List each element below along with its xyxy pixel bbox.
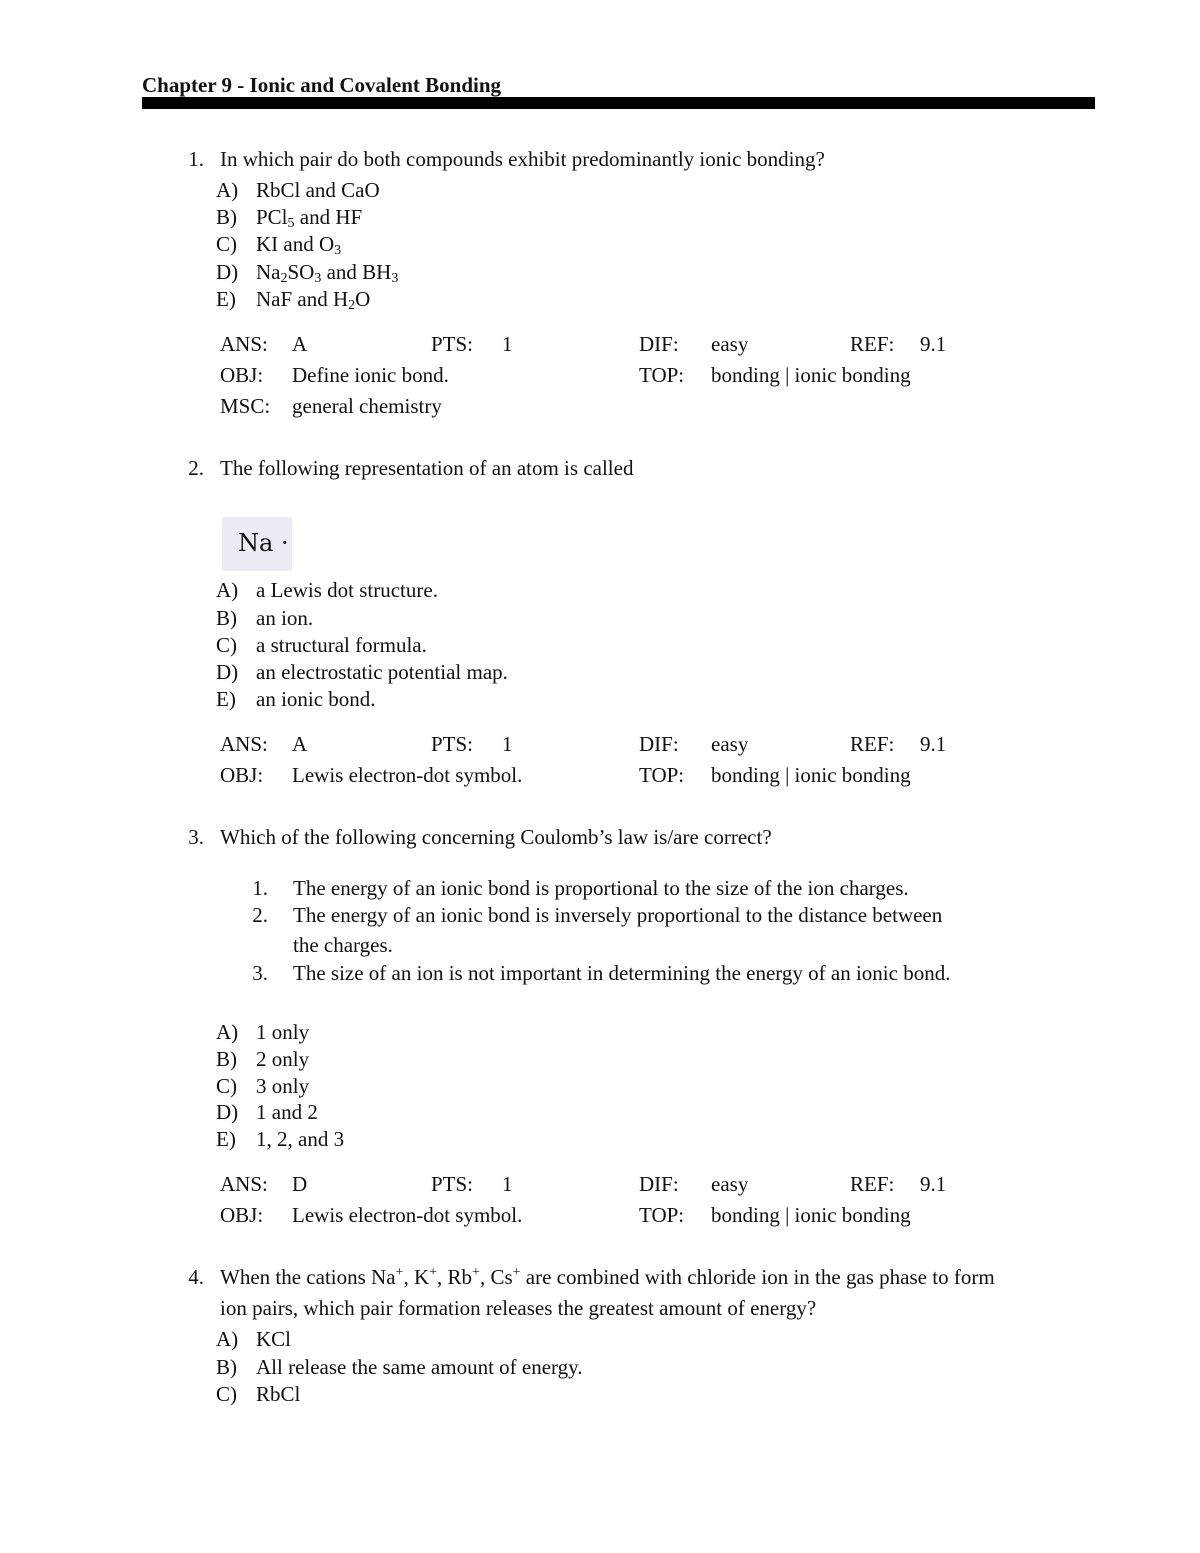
ans-label: ANS: <box>220 332 268 356</box>
option-letter: C) <box>216 633 237 657</box>
option-text: 1 only <box>256 1020 310 1044</box>
statement-text: The energy of an ionic bond is proportional to the size of the ion charges. <box>293 876 909 900</box>
dif-value: easy <box>711 732 749 756</box>
dif-label: DIF: <box>639 1172 679 1196</box>
option-letter: A) <box>216 578 239 602</box>
pts-value: 1 <box>502 1172 513 1196</box>
ans-value: A <box>292 332 308 356</box>
dif-label: DIF: <box>639 332 679 356</box>
lewis-dot-figure <box>222 517 292 571</box>
obj-label: OBJ: <box>220 763 264 787</box>
statement-number: 3. <box>252 961 268 985</box>
option-letter: D) <box>216 1100 239 1124</box>
obj-label: OBJ: <box>220 363 264 387</box>
pts-label: PTS: <box>431 332 474 356</box>
option-text: 2 only <box>256 1047 310 1071</box>
option-letter: A) <box>216 1020 239 1044</box>
option-letter: C) <box>216 1074 237 1098</box>
option-letter: E) <box>216 287 236 311</box>
top-label: TOP: <box>639 1203 685 1227</box>
option-letter: B) <box>216 1047 237 1071</box>
option-text: All release the same amount of energy. <box>256 1355 583 1379</box>
option-letter: A) <box>216 178 239 202</box>
msc-label: MSC: <box>220 394 271 418</box>
question-number: 2. <box>188 456 204 480</box>
question-stem-continued: ion pairs, which pair formation releases the greatest amount of energy? <box>220 1296 817 1320</box>
question-number: 4. <box>188 1265 204 1289</box>
ans-label: ANS: <box>220 1172 268 1196</box>
msc-value: general chemistry <box>292 394 442 418</box>
pts-value: 1 <box>502 332 513 356</box>
ref-value: 9.1 <box>920 1172 947 1196</box>
option-text: 3 only <box>256 1074 310 1098</box>
ref-value: 9.1 <box>920 732 947 756</box>
option-text: a Lewis dot structure. <box>256 578 438 602</box>
top-value: bonding | ionic bonding <box>711 1203 911 1227</box>
obj-label: OBJ: <box>220 1203 264 1227</box>
obj-value: Define ionic bond. <box>292 363 449 387</box>
pts-label: PTS: <box>431 732 474 756</box>
option-letter: C) <box>216 1382 237 1406</box>
ans-label: ANS: <box>220 732 268 756</box>
statement-text-continued: the charges. <box>293 933 393 957</box>
option-letter: B) <box>216 606 237 630</box>
ref-label: REF: <box>850 332 895 356</box>
question-number: 3. <box>188 825 204 849</box>
top-label: TOP: <box>639 363 685 387</box>
option-letter: E) <box>216 687 236 711</box>
obj-value: Lewis electron-dot symbol. <box>292 763 523 787</box>
title-rule <box>142 97 1095 109</box>
page-title: Chapter 9 - Ionic and Covalent Bonding <box>142 73 502 97</box>
option-letter: E) <box>216 1127 236 1151</box>
option-text: RbCl <box>256 1382 301 1406</box>
top-value: bonding | ionic bonding <box>711 763 911 787</box>
option-text: a structural formula. <box>256 633 427 657</box>
statement-text: The energy of an ionic bond is inversely proportional to the distance between <box>293 903 943 927</box>
statement-number: 1. <box>252 876 268 900</box>
statement-number: 2. <box>252 903 268 927</box>
top-value: bonding | ionic bonding <box>711 363 911 387</box>
option-text: 1 and 2 <box>256 1100 318 1124</box>
question-stem: The following representation of an atom is called <box>220 456 634 480</box>
pts-value: 1 <box>502 732 513 756</box>
option-letter: B) <box>216 1355 237 1379</box>
question-stem: When the cations Na+, K+, Rb+, Cs+ are combined with chloride ion in the gas phase to form <box>220 1265 995 1289</box>
option-text: NaF and $H_2O$ <box>256 287 371 313</box>
obj-value: Lewis electron-dot symbol. <box>292 1203 523 1227</box>
option-text: KCl <box>256 1327 292 1351</box>
ans-value: A <box>292 732 308 756</box>
question-stem: Which of the following concerning Coulomb’s law is/are correct? <box>220 825 772 849</box>
option-letter: B) <box>216 205 237 229</box>
option-text: an electrostatic potential map. <box>256 660 508 684</box>
option-text: $Na_2SO_3$ and $BH_3$ <box>256 260 399 286</box>
ref-label: REF: <box>850 1172 895 1196</box>
statement-text: The size of an ion is not important in determining the energy of an ionic bond. <box>293 961 951 985</box>
pts-label: PTS: <box>431 1172 474 1196</box>
option-text: KI and $O_3$ <box>256 232 342 258</box>
lewis-dot-text: Na · <box>238 529 289 557</box>
option-letter: C) <box>216 232 237 256</box>
top-label: TOP: <box>639 763 685 787</box>
option-text: PCl$_5$ and HF <box>256 205 363 231</box>
ref-value: 9.1 <box>920 332 947 356</box>
dif-value: easy <box>711 1172 749 1196</box>
option-text: an ion. <box>256 606 314 630</box>
option-text: RbCl and CaO <box>256 178 380 202</box>
option-letter: D) <box>216 660 239 684</box>
option-text: an ionic bond. <box>256 687 376 711</box>
option-letter: D) <box>216 260 239 284</box>
question-number: 1. <box>188 147 204 171</box>
option-text: 1, 2, and 3 <box>256 1127 345 1151</box>
dif-value: easy <box>711 332 749 356</box>
question-stem: In which pair do both compounds exhibit predominantly ionic bonding? <box>220 147 825 171</box>
ref-label: REF: <box>850 732 895 756</box>
dif-label: DIF: <box>639 732 679 756</box>
ans-value: D <box>292 1172 308 1196</box>
option-letter: A) <box>216 1327 239 1351</box>
